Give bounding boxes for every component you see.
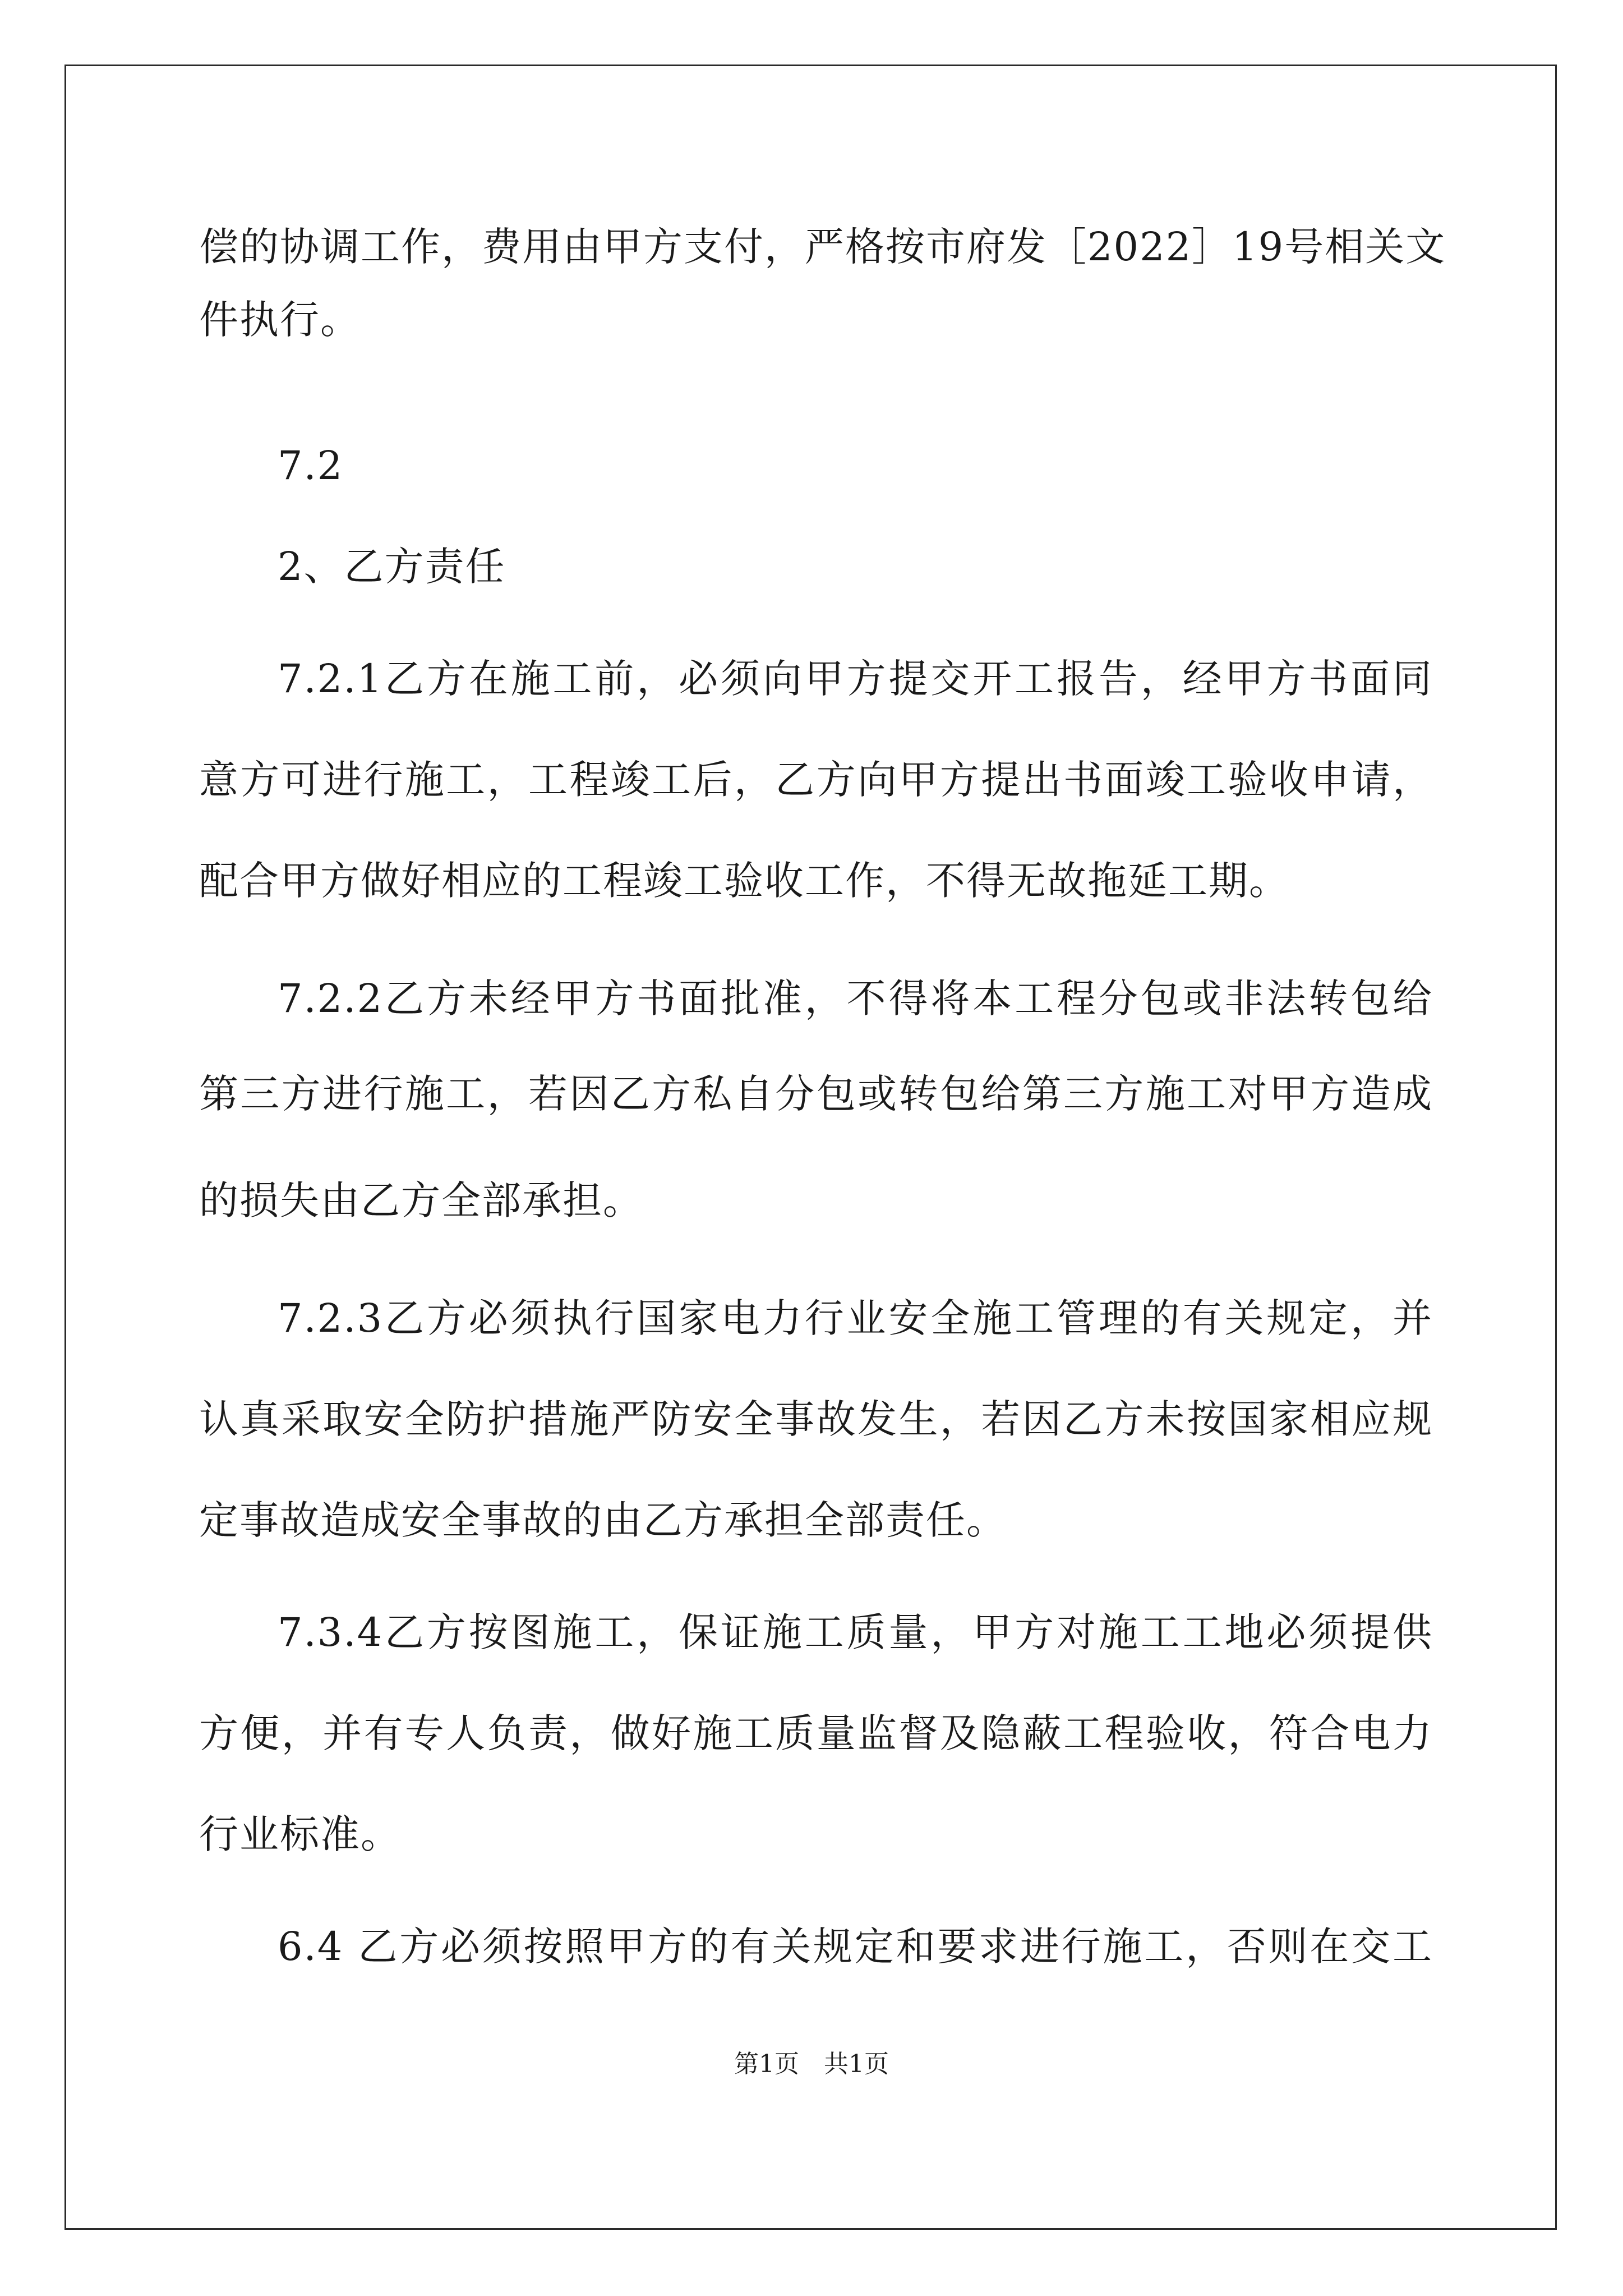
clause-7-2-1-line-3: 配合甲方做好相应的工程竣工验收工作，不得无故拖延工期。: [199, 858, 1289, 904]
section-heading-party-b-duties: 2、乙方责任: [278, 544, 506, 590]
page-number-footer: 第1页 共1页: [734, 2050, 889, 2078]
clause-7-2-3-line-3: 定事故造成安全事故的由乙方承担全部责任。: [199, 1497, 1007, 1543]
clause-7-2-3-line-2: 认真采取安全防护措施严防安全事故发生，若因乙方未按国家相应规: [199, 1396, 1433, 1442]
clause-7-2-2-line-1: 7.2.2乙方未经甲方书面批准，不得将本工程分包或非法转包给: [278, 976, 1433, 1022]
clause-7-3-4-line-1: 7.3.4乙方按图施工，保证施工质量，甲方对施工工地必须提供: [278, 1609, 1433, 1655]
clause-7-2-2-line-3: 的损失由乙方全部承担。: [199, 1177, 643, 1223]
page-border: [64, 65, 1557, 2230]
clause-7-2-1-line-2: 意方可进行施工，工程竣工后，乙方向甲方提出书面竣工验收申请，: [199, 757, 1433, 803]
clause-7-2-1-line-1: 7.2.1乙方在施工前，必须向甲方提交开工报告，经甲方书面同: [278, 656, 1433, 702]
section-number-7-2: 7.2: [278, 443, 344, 489]
clause-7-2-3-line-1: 7.2.3乙方必须执行国家电力行业安全施工管理的有关规定，并: [278, 1295, 1433, 1341]
paragraph-line-1: 偿的协调工作，费用由甲方支付，严格按市府发［2022］19号相关文: [199, 224, 1446, 270]
clause-7-3-4-line-2: 方便，并有专人负责，做好施工质量监督及隐蔽工程验收，符合电力: [199, 1710, 1433, 1756]
paragraph-line-2: 件执行。: [199, 297, 361, 343]
clause-7-2-2-line-2: 第三方进行施工，若因乙方私自分包或转包给第三方施工对甲方造成: [199, 1071, 1433, 1117]
clause-7-3-4-line-3: 行业标准。: [199, 1811, 401, 1857]
clause-6-4-line-1: 6.4 乙方必须按照甲方的有关规定和要求进行施工，否则在交工: [278, 1924, 1433, 1970]
